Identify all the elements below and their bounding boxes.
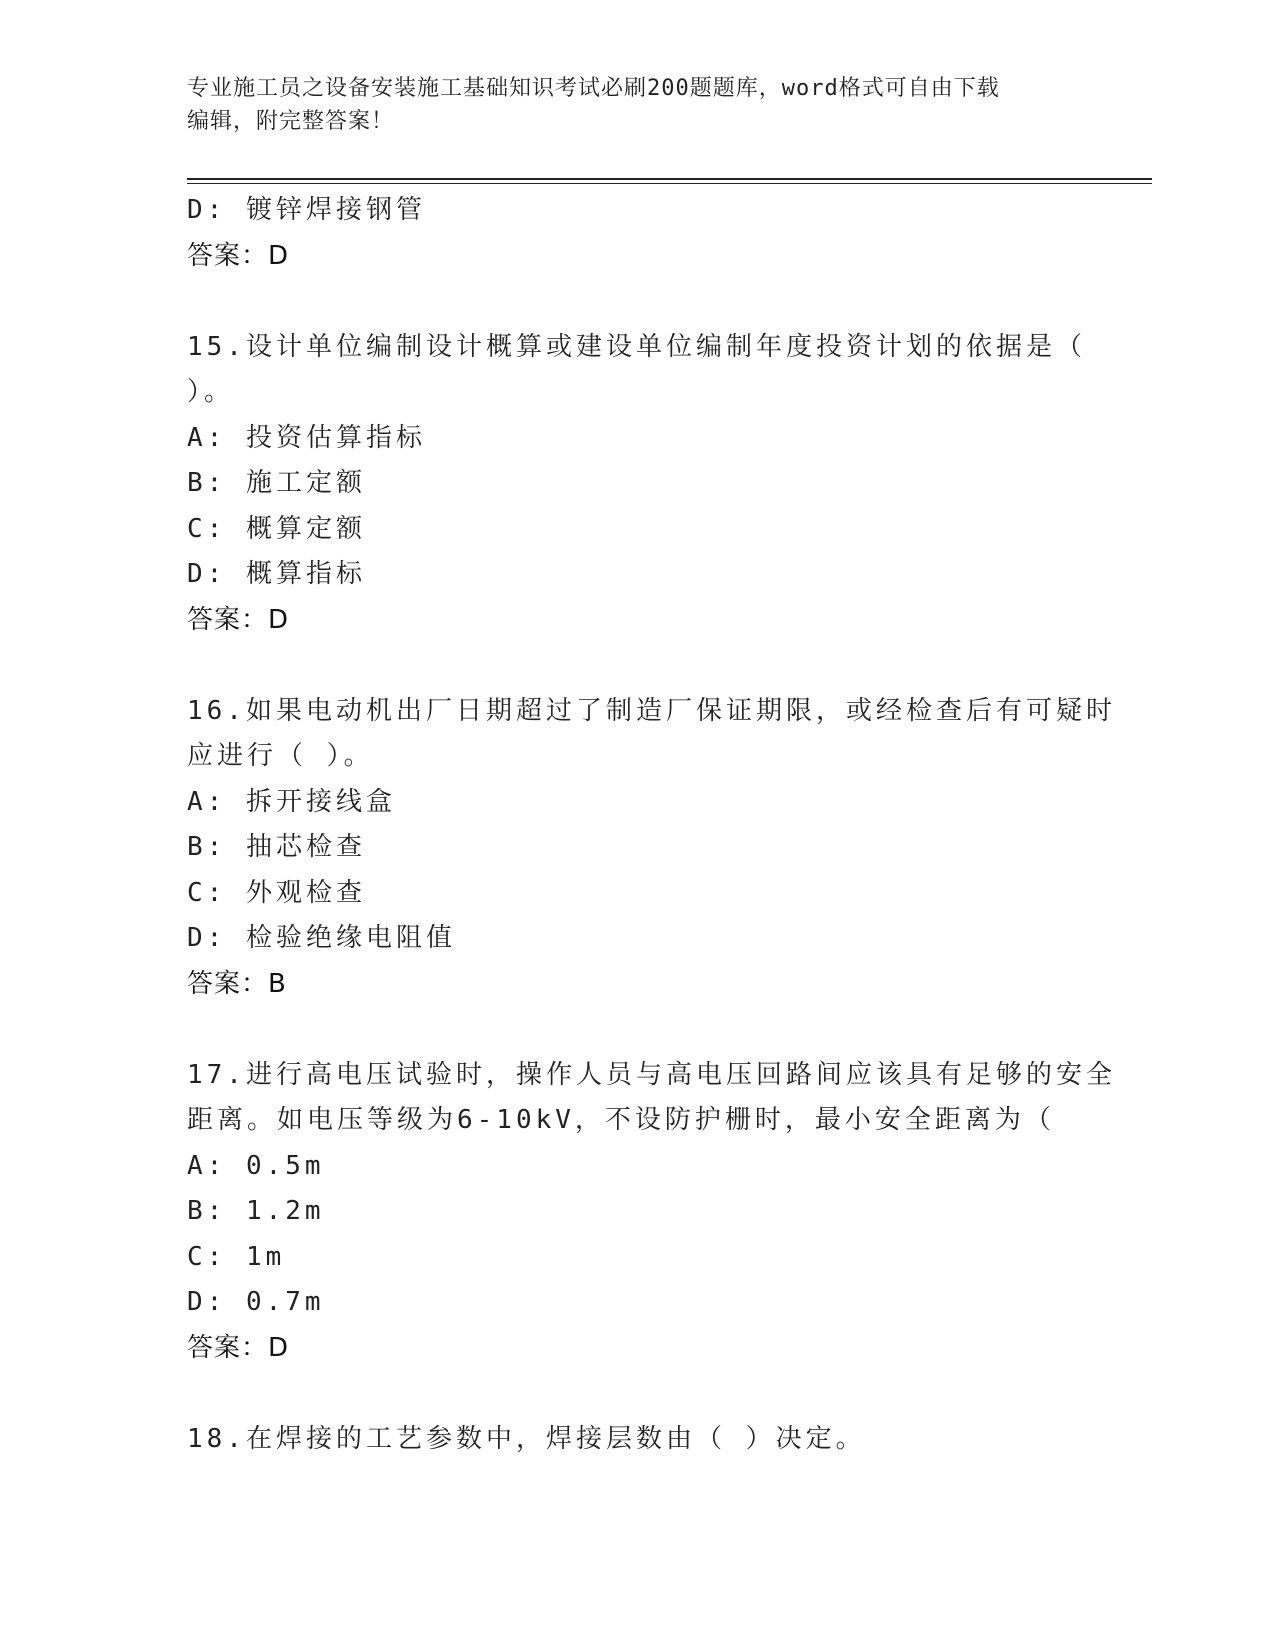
header-line-1: 专业施工员之设备安装施工基础知识考试必刷200题题库，word格式可自由下载: [187, 76, 1000, 101]
question-17: [187, 1053, 1116, 1372]
question-stem: 16.如果电动机出厂日期超过了制造厂保证期限，或经检查后有可疑时: [187, 695, 1116, 726]
answer: 答案：D: [187, 604, 290, 635]
question-16: [187, 689, 1116, 1008]
option-b: B: 1.2m: [187, 1196, 325, 1226]
question-stem: 17.进行高电压试验时，操作人员与高电压回路间应该具有足够的安全: [187, 1059, 1116, 1090]
option-a: A: 投资估算指标: [187, 422, 426, 453]
prev-option-d: D: 镀锌焊接钢管: [187, 195, 426, 225]
question-18: [187, 1417, 1087, 1463]
option-c: C: 外观检查: [187, 877, 366, 908]
question-stem-cont: 应进行（ ）。: [187, 741, 374, 771]
option-b: B: 施工定额: [187, 468, 366, 498]
question-stem-cont: ）。: [187, 377, 235, 407]
question-stem: 15.设计单位编制设计概算或建设单位编制年度投资计划的依据是（: [187, 331, 1086, 362]
prev-answer: 答案：D: [187, 240, 290, 271]
spacer: [187, 1007, 1087, 1053]
header-line-2: 编辑，附完整答案！: [187, 109, 395, 134]
option-c: C: 概算定额: [187, 513, 366, 544]
answer: 答案：B: [187, 968, 287, 999]
header-rule-thin: [187, 183, 1152, 184]
option-a: A: 0.5m: [187, 1150, 325, 1181]
question-stem-cont: 距离。如电压等级为6-10kV，不设防护栅时，最小安全距离为（: [187, 1105, 1055, 1135]
option-c: C: 1m: [187, 1241, 286, 1272]
question-15: [187, 325, 1087, 644]
option-d: D: 0.7m: [187, 1287, 325, 1317]
spacer: [187, 1371, 1087, 1417]
question-stem: 18.在焊接的工艺参数中，焊接层数由（ ）决定。: [187, 1423, 866, 1454]
option-d: D: 概算指标: [187, 559, 366, 589]
option-a: A: 拆开接线盒: [187, 786, 396, 817]
question-list: [187, 188, 1116, 1462]
option-b: B: 抽芯检查: [187, 832, 366, 862]
header-rule-thick: [187, 178, 1152, 180]
spacer: [187, 643, 1087, 689]
document-header: [187, 72, 1087, 138]
answer: 答案：D: [187, 1332, 290, 1363]
option-d: D: 检验绝缘电阻值: [187, 923, 456, 953]
spacer: [187, 279, 1087, 325]
